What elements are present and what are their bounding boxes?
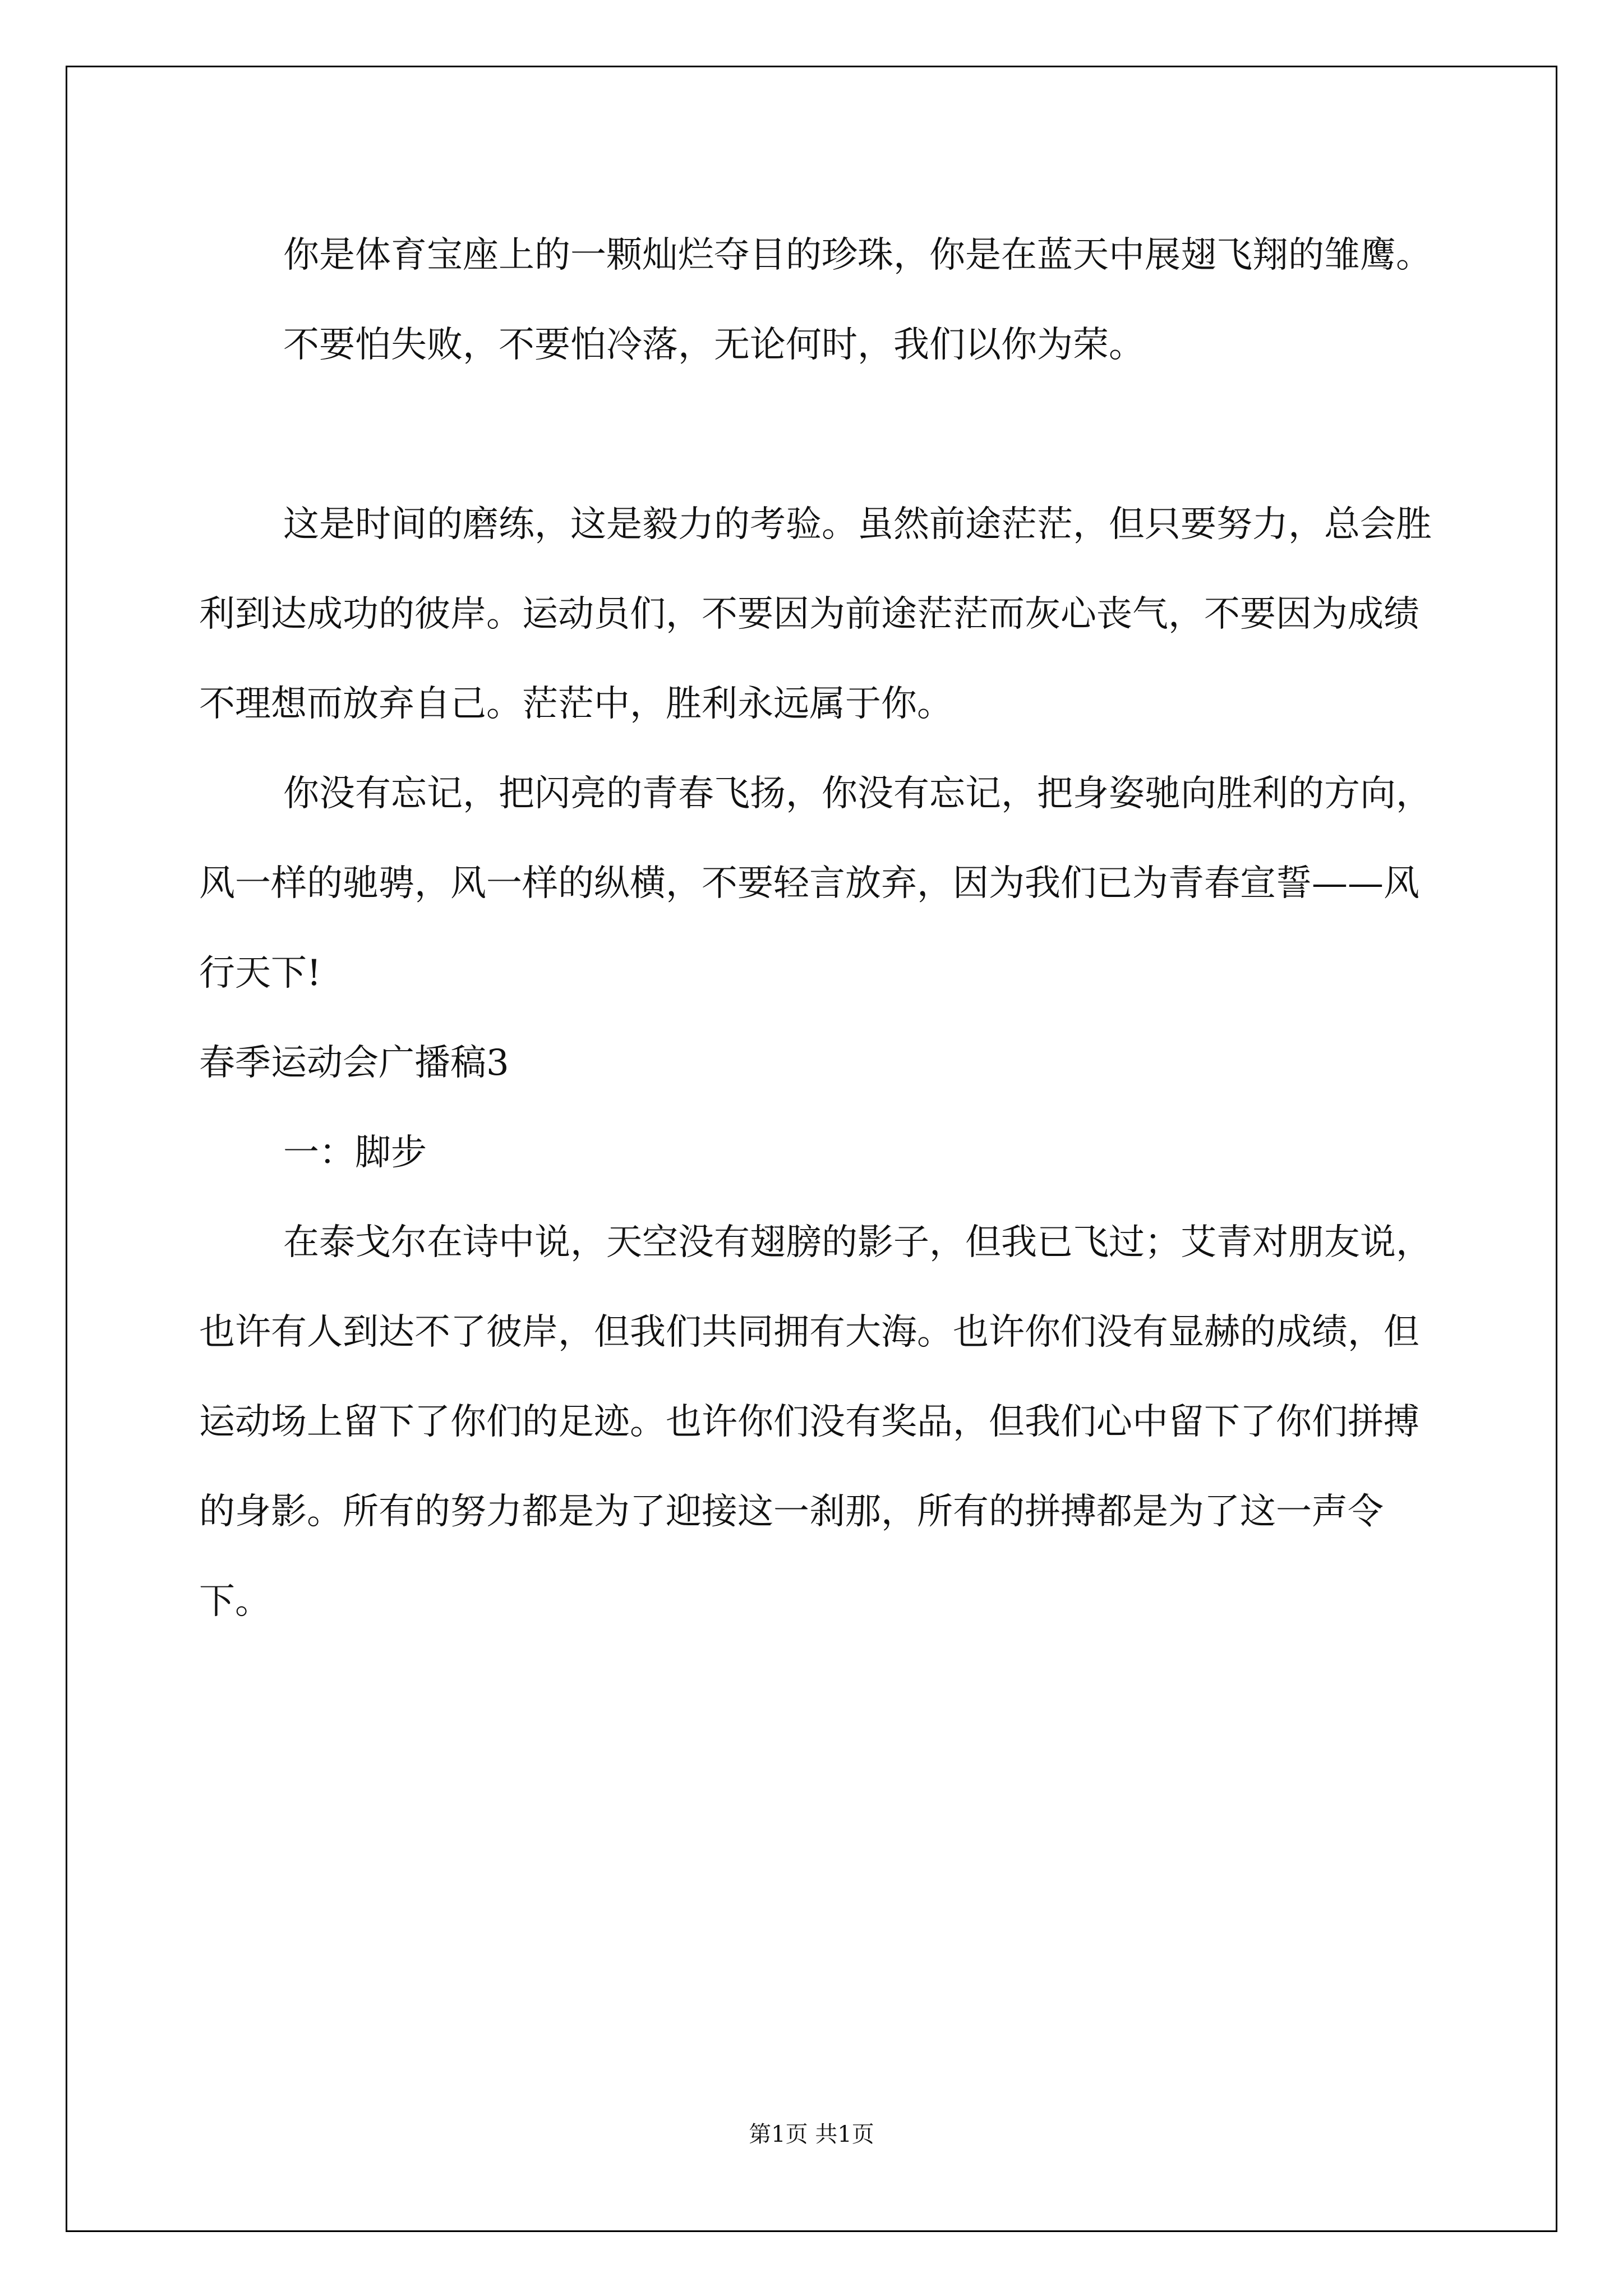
subheading: 一：脚步 [283, 1132, 427, 1174]
paragraph-gap [199, 390, 1433, 480]
paragraph-4: 你没有忘记，把闪亮的青春飞扬，你没有忘记，把身姿驰向胜利的方向，风一样的驰骋，风一样的纵横，不要轻言放弃，因为我们已为青春宣誓——风行天下! [199, 773, 1432, 994]
paragraph-1: 你是体育宝座上的一颗灿烂夺目的珍珠，你是在蓝天中展翅飞翔的雏鹰。 [283, 234, 1432, 276]
section-heading: 春季运动会广播稿3 [199, 1042, 509, 1084]
paragraph-2: 不要怕失败，不要怕冷落，无论何时，我们以你为荣。 [283, 324, 1145, 366]
paragraph-5: 在泰戈尔在诗中说，天空没有翅膀的影子，但我已飞过；艾青对朋友说，也许有人到达不了彼岸，但我们共同拥有大海。也许你们没有显赫的成绩，但运动场上留下了你们的足迹。也许你们没有奖品，但我们心中留下了你们拼搏的身影。所有的努力都是为了迎接这一刹那，所有的拼搏都是为了这一声令下。 [199, 1222, 1432, 1622]
document-body [199, 210, 1433, 1646]
page-footer: 第1页 共1页 [749, 2122, 874, 2147]
paragraph-3: 这是时间的磨练，这是毅力的考验。虽然前途茫茫，但只要努力，总会胜利到达成功的彼岸。运动员们，不要因为前途茫茫而灰心丧气，不要因为成绩不理想而放弃自己。茫茫中，胜利永远属于你。 [199, 504, 1432, 725]
